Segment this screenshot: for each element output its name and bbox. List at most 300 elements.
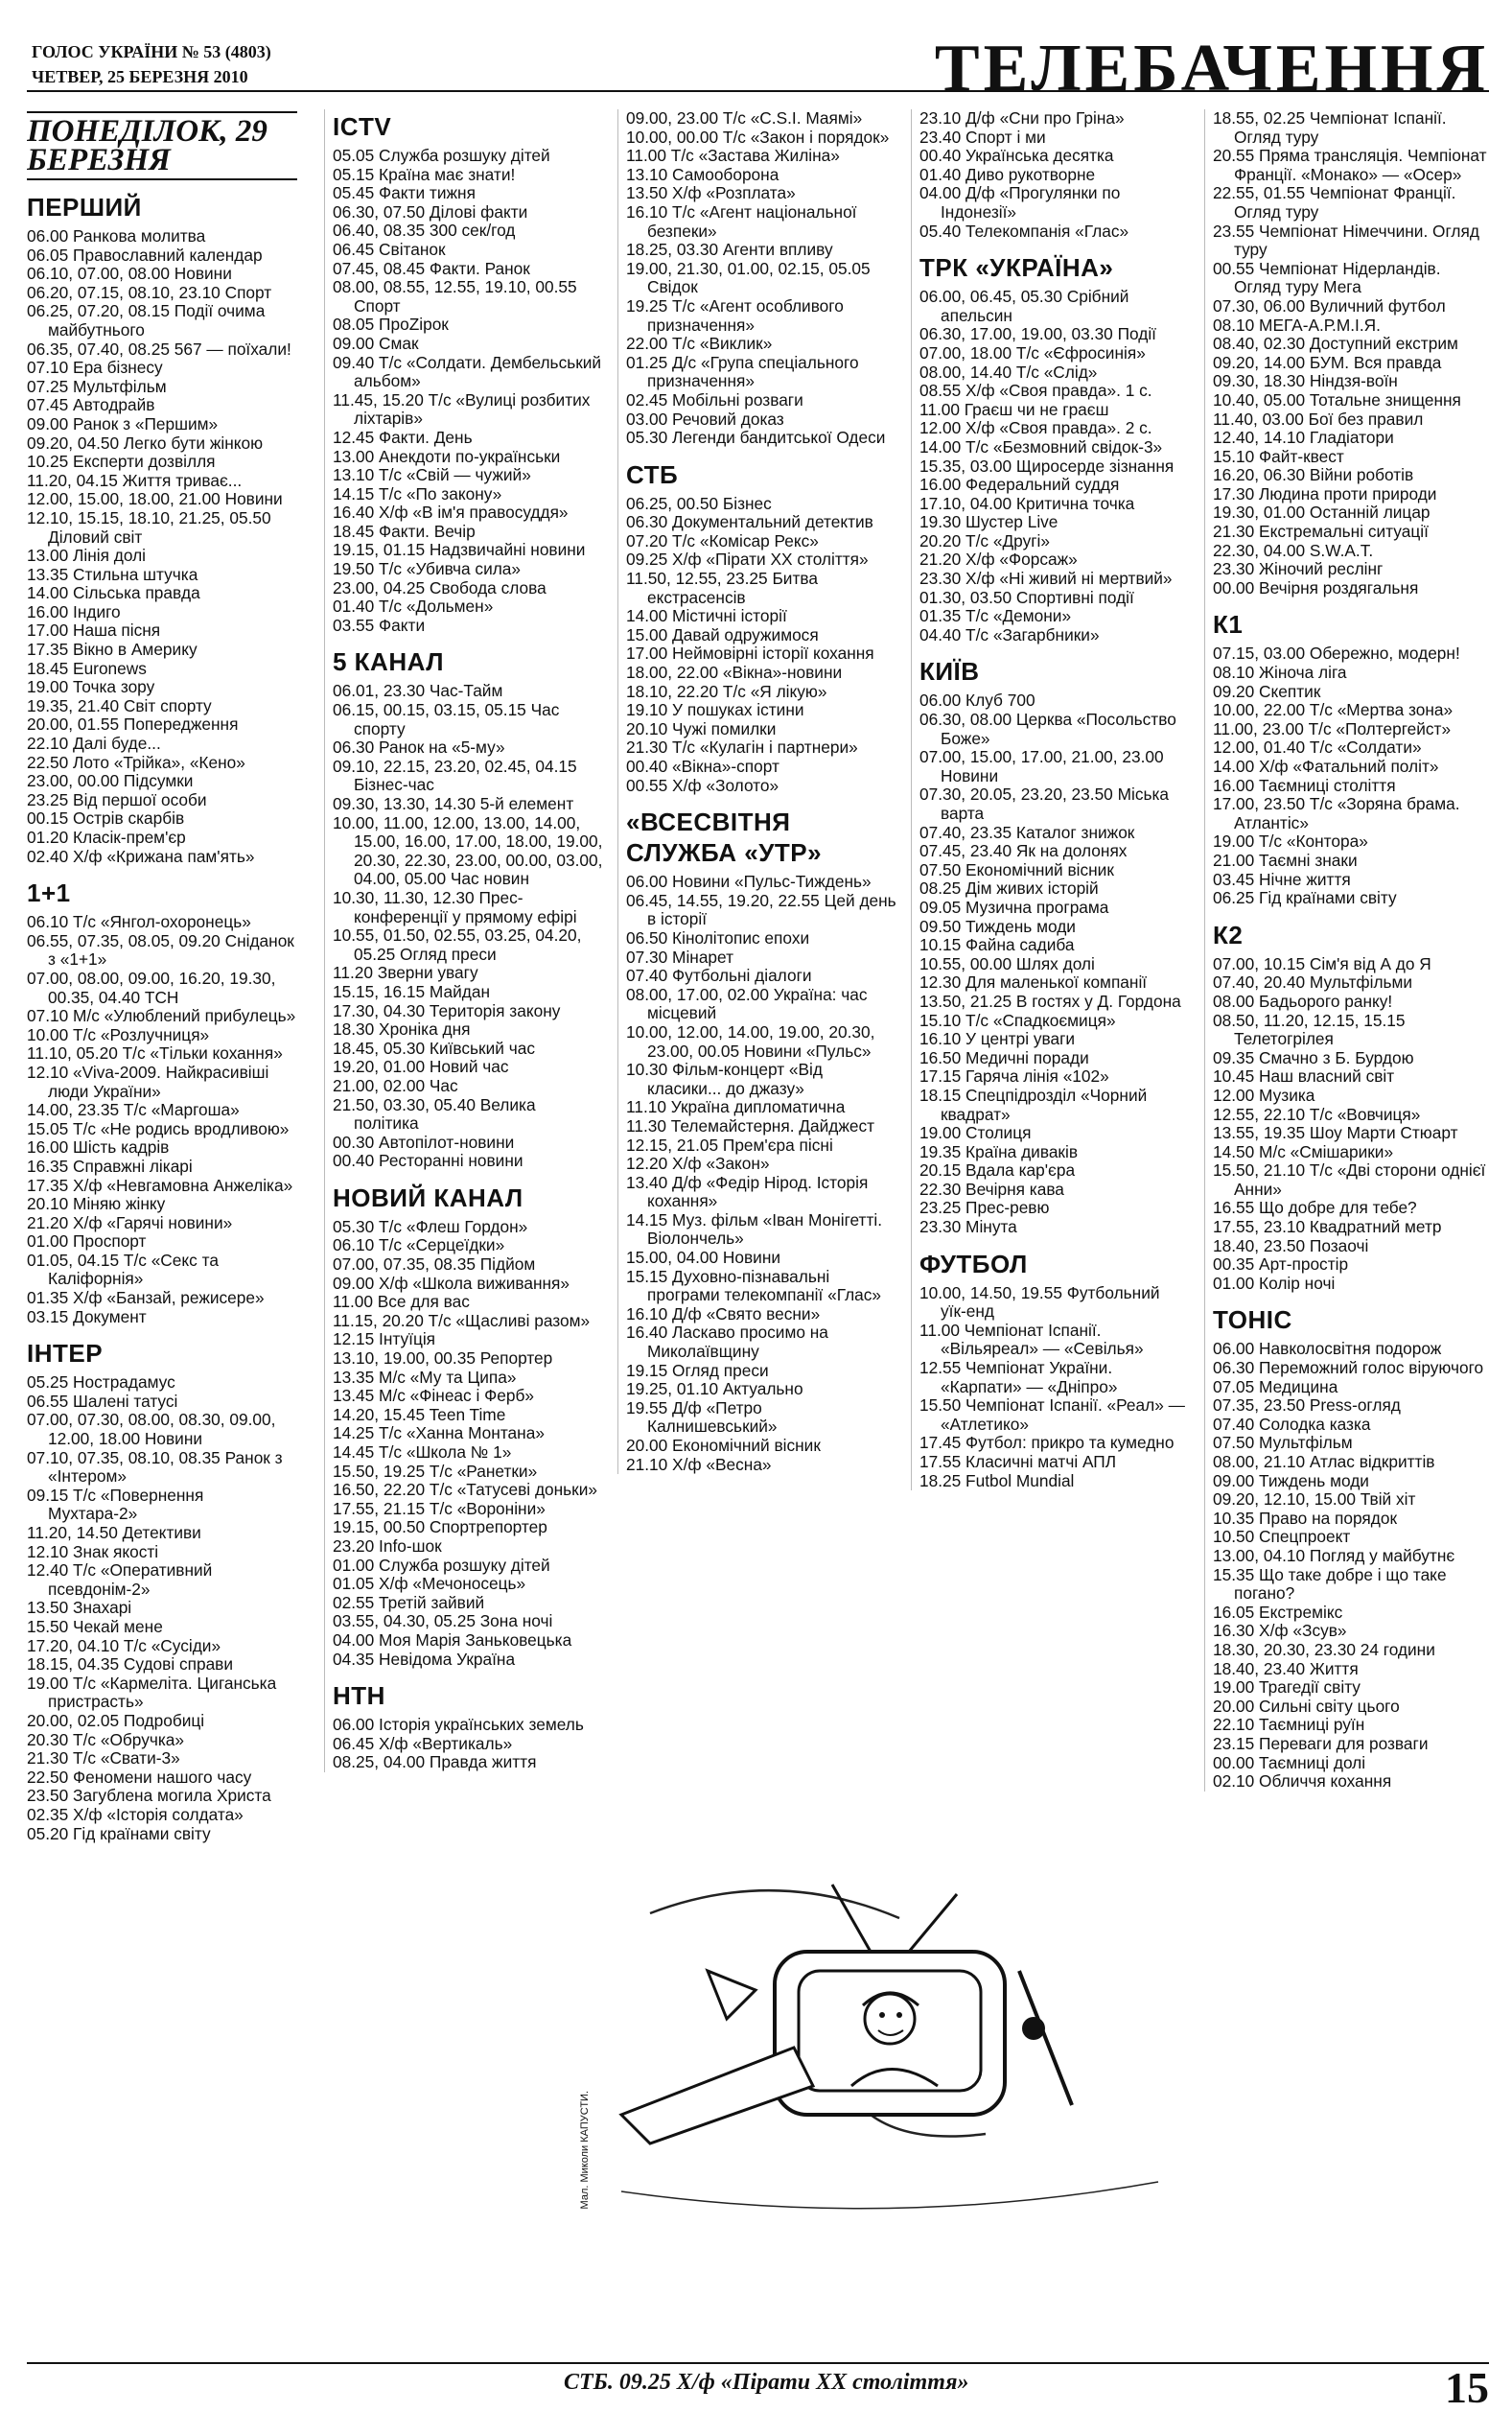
schedule-entry: 22.30 Вечірня кава <box>919 1179 1064 1199</box>
schedule-entry: 12.00 Музика <box>1213 1085 1315 1105</box>
schedule-entry: 18.30, 20.30, 23.30 24 години <box>1213 1639 1435 1659</box>
schedule-entry: 16.10 У центрі уваги <box>919 1029 1076 1049</box>
masthead <box>27 32 1489 105</box>
schedule-entry: 09.30, 18.30 Ніндзя-воїн <box>1213 371 1398 391</box>
schedule-entry: 12.20 Х/ф «Закон» <box>626 1154 770 1174</box>
schedule-entry: 14.00 Сільська правда <box>27 583 200 603</box>
schedule-entry: 06.10, 07.00, 08.00 Новини <box>27 264 232 284</box>
schedule-entry: 10.55, 00.00 Шлях долі <box>919 953 1095 973</box>
schedule-entry: 07.10, 07.35, 08.10, 08.35 Ранок з «Інтером» <box>27 1447 283 1487</box>
schedule-entry: 08.25 Дім живих історій <box>919 878 1099 899</box>
schedule-entry: 13.35 Стильна штучка <box>27 564 198 584</box>
schedule-entry: 07.45, 23.40 Як на долонях <box>919 841 1128 861</box>
schedule-entry: 09.00 Х/ф «Школа виживання» <box>333 1273 570 1293</box>
page-number: 15 <box>1445 2363 1489 2412</box>
schedule-entry: 05.20 Гід країнами світу <box>27 1823 211 1843</box>
schedule-entry: 15.00 Давай одружимося <box>626 624 819 644</box>
schedule-entry: 14.45 Т/с «Школа № 1» <box>333 1442 512 1462</box>
schedule-entry: 16.00 Шість кадрів <box>27 1137 170 1158</box>
schedule-entry: 14.50 М/с «Смішарики» <box>1213 1141 1394 1161</box>
schedule-entry: 21.00 Таємні знаки <box>1213 850 1358 870</box>
schedule-entry: 01.30, 03.50 Спортивні події <box>919 587 1134 607</box>
schedule-entry: 01.05, 04.15 Т/с «Секс та Каліфорнія» <box>27 1250 219 1289</box>
schedule-entry: 15.50 Чекай мене <box>27 1616 163 1636</box>
schedule-entry: 19.55 Д/ф «Петро Калнишевський» <box>626 1397 778 1437</box>
schedule-entry: 19.20, 01.00 Новий час <box>333 1057 509 1077</box>
schedule-entry: 08.00, 21.10 Атлас відкриттів <box>1213 1452 1435 1471</box>
schedule-entry: 19.00 Столиця <box>919 1123 1032 1143</box>
schedule-entry: 17.55 Класичні матчі АПЛ <box>919 1452 1117 1471</box>
schedule-entry: 19.35, 21.40 Світ спорту <box>27 695 212 715</box>
footer-promo: СТБ. 09.25 Х/ф «Пірати ХХ століття» <box>564 2370 969 2395</box>
column-1 <box>27 109 297 1843</box>
issue-date: ЧЕТВЕР, 25 БЕРЕЗНЯ 2010 <box>32 67 248 86</box>
schedule-entry: 06.10 Т/с «Янгол-охоронець» <box>27 912 251 932</box>
schedule-entry: 07.10 М/с «Улюблений прибулець» <box>27 1006 296 1026</box>
schedule-entry: 06.30 Ранок на «5-му» <box>333 738 505 758</box>
schedule-entry: 13.00, 04.10 Погляд у майбутнє <box>1213 1545 1455 1565</box>
schedule-entry: 20.55 Пряма трансляція. Чемпіонат Франції. «Монако» — «Осер» <box>1213 146 1487 184</box>
schedule-entry: 07.00, 07.30, 08.00, 08.30, 09.00, 12.00, 18.00 Новини <box>27 1410 276 1449</box>
schedule-entry: 23.25 Від першої особи <box>27 789 207 809</box>
schedule-entry: 09.05 Музична програма <box>919 897 1109 917</box>
schedule-entry: 08.55 Х/ф «Своя правда». 1 с. <box>919 381 1152 401</box>
schedule-entry: 18.30 Хроніка дня <box>333 1019 471 1040</box>
schedule-entry: 20.00, 02.05 Подробиці <box>27 1710 205 1730</box>
schedule-entry: 21.20 Х/ф «Форсаж» <box>919 550 1078 570</box>
schedule-entry: 09.20, 04.50 Легко бути жінкою <box>27 433 264 453</box>
schedule-entry: 05.40 Телекомпанія «Глас» <box>919 221 1129 241</box>
schedule-entry: 11.10, 05.20 Т/с «Тільки кохання» <box>27 1043 283 1064</box>
schedule-entry: 11.00 Чемпіонат Іспанії. «Вільяреал» — «Севілья» <box>919 1320 1144 1359</box>
schedule-entry: 14.00 Містичні історії <box>626 606 787 626</box>
schedule-entry: 00.40 Ресторанні новини <box>333 1151 523 1171</box>
schedule-entry: 10.30 Фільм-концерт «Від класики... до джазу» <box>626 1060 823 1098</box>
schedule-entry: 10.40, 05.00 Тотальне знищення <box>1213 389 1461 410</box>
schedule-entry: 04.35 Невідома Україна <box>333 1649 516 1669</box>
schedule-entry: 19.00 Точка зору <box>27 677 155 697</box>
schedule-entry: 10.00, 12.00, 14.00, 19.00, 20.30, 23.00, 00.05 Новини «Пульс» <box>626 1021 875 1061</box>
schedule-entry: 11.15, 20.20 Т/с «Щасливі разом» <box>333 1310 591 1330</box>
schedule-entry: 20.30 Т/с «Обручка» <box>27 1729 185 1749</box>
column-5 <box>1204 109 1491 1792</box>
schedule-entry: 14.15 Т/с «По закону» <box>333 483 502 504</box>
schedule-entry: 07.40, 20.40 Мультфільми <box>1213 972 1413 993</box>
schedule-entry: 19.00 Т/с «Контора» <box>1213 832 1368 852</box>
schedule-entry: 06.00 Історія українських земель <box>333 1715 584 1735</box>
schedule-entry: 21.00, 02.00 Час <box>333 1075 458 1095</box>
schedule-entry: 05.30 Т/с «Флеш Гордон» <box>333 1216 528 1236</box>
schedule-entry: 13.10, 19.00, 00.35 Репортер <box>333 1348 553 1369</box>
schedule-entry: 19.00 Трагедії світу <box>1213 1677 1361 1698</box>
schedule-entry: 08.40, 02.30 Доступний екстрим <box>1213 334 1458 354</box>
cartoon-caption: Мал. Миколи КАПУСТИ. <box>579 2091 591 2210</box>
schedule-entry: 06.30, 07.50 Ділові факти <box>333 201 528 222</box>
channel-heading: «ВСЕСВІТНЯ СЛУЖБА «УТР» <box>626 808 823 868</box>
schedule-entry: 07.00, 10.15 Сім'я від А до Я <box>1213 953 1431 973</box>
schedule-entry: 08.10 Жіноча ліга <box>1213 663 1347 683</box>
schedule-entry: 03.45 Нічне життя <box>1213 869 1351 889</box>
schedule-entry: 12.00, 01.40 Т/с «Солдати» <box>1213 738 1422 758</box>
schedule-entry: 23.10 Д/ф «Сни про Гріна» <box>919 109 1125 128</box>
schedule-entry: 13.45 М/с «Фінеас і Ферб» <box>333 1386 534 1406</box>
schedule-entry: 09.20, 14.00 БУМ. Вся правда <box>1213 352 1442 372</box>
column-blocks <box>27 192 297 1843</box>
section-title: ТЕЛЕБАЧЕННЯ <box>934 32 1489 105</box>
schedule-entry: 19.35 Країна диваків <box>919 1141 1079 1161</box>
schedule-entry: 10.00, 00.00 Т/с «Закон і порядок» <box>626 127 890 147</box>
schedule-entry: 07.00, 07.35, 08.35 Підйом <box>333 1254 536 1275</box>
schedule-entry: 07.35, 23.50 Press-огляд <box>1213 1395 1401 1416</box>
schedule-entry: 06.00 Ранкова молитва <box>27 226 206 246</box>
schedule-entry: 17.30, 04.30 Територія закону <box>333 1000 561 1020</box>
schedule-entry: 19.25 Т/с «Агент особливого призначення» <box>626 295 844 335</box>
schedule-entry: 17.20, 04.10 Т/с «Сусіди» <box>27 1635 221 1655</box>
schedule-entry: 16.10 Т/с «Агент національної безпеки» <box>626 201 857 241</box>
schedule-entry: 15.15, 16.15 Майдан <box>333 981 490 1001</box>
schedule-entry: 16.10 Д/ф «Свято весни» <box>626 1303 821 1323</box>
schedule-entry: 20.00, 01.55 Попередження <box>27 714 239 735</box>
schedule-entry: 06.30 Документальний детектив <box>626 512 873 532</box>
schedule-entry: 18.40, 23.40 Життя <box>1213 1658 1359 1678</box>
schedule-entry: 21.50, 03.30, 05.40 Велика політика <box>333 1094 536 1134</box>
channel-heading: КИЇВ <box>919 657 980 687</box>
schedule-entry: 06.30, 08.00 Церква «Посольство Боже» <box>919 710 1176 748</box>
schedule-entry: 10.45 Наш власний світ <box>1213 1066 1395 1087</box>
channel-heading: НОВИЙ КАНАЛ <box>333 1183 523 1212</box>
schedule-entry: 13.50, 21.25 В гостях у Д. Гордона <box>919 991 1181 1011</box>
schedule-entry: 11.40, 03.00 Бої без правил <box>1213 409 1424 429</box>
schedule-entry: 16.00 Індиго <box>27 601 121 621</box>
schedule-entry: 16.05 Екстремікс <box>1213 1602 1343 1622</box>
schedule-entry: 10.35 Право на порядок <box>1213 1508 1398 1528</box>
schedule-entry: 21.30 Т/с «Кулагін і партнери» <box>626 738 858 758</box>
schedule-entry: 13.10 Т/с «Свій — чужий» <box>333 465 531 485</box>
schedule-entry: 07.30, 20.05, 23.20, 23.50 Міська варта <box>919 785 1170 823</box>
schedule-entry: 19.15, 01.15 Надзвичайні новини <box>333 540 586 560</box>
schedule-entry: 23.25 Прес-ревю <box>919 1198 1050 1218</box>
schedule-entry: 13.35 М/с «Му та Ципа» <box>333 1367 517 1387</box>
schedule-entry: 09.00, 23.00 Т/с «C.S.I. Маямі» <box>626 109 863 128</box>
schedule-entry: 12.10 «Viva-2009. Найкрасивіші люди України» <box>27 1062 269 1101</box>
schedule-entry: 10.15 Файна садиба <box>919 935 1075 955</box>
schedule-entry: 12.00 Х/ф «Своя правда». 2 с. <box>919 418 1152 438</box>
schedule-entry: 06.00 Новини «Пульс-Тиждень» <box>626 872 872 892</box>
schedule-entry: 09.35 Смачно з Б. Бурдою <box>1213 1047 1414 1067</box>
channel-heading: ТОНІС <box>1213 1305 1292 1335</box>
schedule-entry: 17.55, 21.15 Т/с «Вороніни» <box>333 1498 546 1518</box>
schedule-entry: 06.40, 08.35 300 сек/год <box>333 221 516 241</box>
schedule-entry: 10.00, 11.00, 12.00, 13.00, 14.00, 15.00, 16.00, 17.00, 18.00, 19.00, 20.30, 22.30, 23.00, 00.00, 03.00, 04.00, 05.00 Час новин <box>333 812 603 889</box>
schedule-entry: 06.30, 17.00, 19.00, 03.30 Події <box>919 324 1156 344</box>
schedule-entry: 11.00 Граєш чи не граєш <box>919 399 1109 419</box>
schedule-entry: 08.00, 17.00, 02.00 Україна: час місцевий <box>626 984 868 1023</box>
schedule-entry: 10.30, 11.30, 12.30 Прес-конференції у прямому ефірі <box>333 887 577 926</box>
schedule-entry: 06.10 Т/с «Серцеїдки» <box>333 1235 505 1255</box>
schedule-entry: 19.50 Т/с «Убивча сила» <box>333 559 522 579</box>
schedule-entry: 18.15 Спецпідрозділ «Чорний квадрат» <box>919 1085 1148 1124</box>
schedule-entry: 13.00 Лінія долі <box>27 546 147 566</box>
channel-heading: СТБ <box>626 459 679 489</box>
schedule-entry: 07.15, 03.00 Обережно, модерн! <box>1213 644 1460 664</box>
schedule-entry: 15.35 Що таке добре і що таке погано? <box>1213 1564 1447 1604</box>
channel-heading: 1+1 <box>27 878 71 908</box>
schedule-entry: 11.45, 15.20 Т/с «Вулиці розбитих ліхтарів» <box>333 389 591 429</box>
schedule-entry: 16.50 Медичні поради <box>919 1047 1089 1067</box>
schedule-entry: 16.00 Таємниці століття <box>1213 775 1396 795</box>
schedule-entry: 14.20, 15.45 Teen Time <box>333 1404 506 1424</box>
schedule-entry: 11.50, 12.55, 23.25 Битва екстрасенсів <box>626 569 818 607</box>
schedule-entry: 18.10, 22.20 Т/с «Я лікую» <box>626 681 827 701</box>
schedule-entry: 15.10 Файт-квест <box>1213 446 1344 466</box>
schedule-entry: 18.45, 05.30 Київський час <box>333 1038 535 1058</box>
schedule-entry: 06.15, 00.15, 03.15, 05.15 Час спорту <box>333 700 560 738</box>
schedule-entry: 01.35 Х/ф «Банзай, режисере» <box>27 1288 265 1308</box>
schedule-entry: 05.25 Нострадамус <box>27 1372 175 1393</box>
schedule-entry: 10.00 Т/с «Розлучниця» <box>27 1024 210 1044</box>
schedule-entry: 02.35 Х/ф «Історія солдата» <box>27 1804 244 1824</box>
schedule-entry: 18.25, 03.30 Агенти впливу <box>626 240 833 260</box>
schedule-entry: 04.00 Моя Марія Заньковецька <box>333 1629 572 1650</box>
schedule-entry: 07.05 Медицина <box>1213 1376 1338 1396</box>
schedule-entry: 07.45 Автодрайв <box>27 395 155 415</box>
schedule-entry: 10.25 Експерти дозвілля <box>27 452 216 472</box>
schedule-entry: 07.00, 15.00, 17.00, 21.00, 23.00 Новини <box>919 747 1164 785</box>
schedule-entry: 10.55, 01.50, 02.55, 03.25, 04.20, 05.25 Огляд преси <box>333 925 582 964</box>
schedule-entry: 11.00 Т/с «Застава Жиліна» <box>626 146 840 166</box>
schedule-entry: 23.00, 00.00 Підсумки <box>27 771 194 791</box>
schedule-entry: 15.50, 19.25 Т/с «Ранетки» <box>333 1461 538 1481</box>
schedule-entry: 02.55 Третій зайвий <box>333 1592 485 1612</box>
schedule-entry: 09.30, 13.30, 14.30 5-й елемент <box>333 794 574 813</box>
schedule-entry: 10.50 Спецпроект <box>1213 1527 1351 1547</box>
schedule-entry: 06.30 Переможний голос віруючого <box>1213 1358 1484 1378</box>
channel-heading: ПЕРШИЙ <box>27 193 142 222</box>
issue-number: ГОЛОС УКРАЇНИ № 53 (4803) <box>32 42 271 61</box>
schedule-entry: 12.55 Чемпіонат України. «Карпати» — «Дніпро» <box>919 1358 1118 1396</box>
schedule-entry: 17.35 Х/ф «Невгамовна Анжеліка» <box>27 1175 293 1195</box>
schedule-entry: 07.20 Т/с «Комісар Рекс» <box>626 530 819 550</box>
channel-heading: НТН <box>333 1681 385 1711</box>
schedule-entry: 16.00 Федеральний суддя <box>919 475 1120 495</box>
schedule-entry: 19.30 Шустер Live <box>919 512 1058 532</box>
schedule-entry: 08.00, 08.55, 12.55, 19.10, 00.55 Спорт <box>333 277 577 316</box>
schedule-entry: 11.20, 04.15 Життя триває... <box>27 470 243 490</box>
schedule-entry: 12.10, 15.15, 18.10, 21.25, 05.50 Діловий світ <box>27 507 271 547</box>
schedule-entry: 18.15, 04.35 Судові справи <box>27 1654 234 1675</box>
schedule-entry: 01.40 Диво рукотворне <box>919 164 1096 184</box>
schedule-entry: 15.50 Чемпіонат Іспанії. «Реал» — «Атлетико» <box>919 1395 1185 1434</box>
schedule-entry: 18.00, 22.00 «Вікна»-новини <box>626 663 843 683</box>
column-2 <box>324 109 603 1772</box>
schedule-entry: 15.05 Т/с «Не родись вродливою» <box>27 1118 290 1138</box>
schedule-entry: 17.00, 23.50 Т/с «Зоряна брама. Атлантіс» <box>1213 794 1460 832</box>
schedule-entry: 20.00 Сильні світу цього <box>1213 1696 1400 1716</box>
schedule-entry: 01.35 Т/с «Демони» <box>919 606 1072 626</box>
schedule-entry: 08.05 ПроZірок <box>333 315 449 335</box>
schedule-entry: 22.50 Лото «Трійка», «Кено» <box>27 752 245 772</box>
schedule-entry: 15.15 Духовно-пізнавальні програми телекомпанії «Глас» <box>626 1266 882 1305</box>
schedule-entry: 07.45, 08.45 Факти. Ранок <box>333 258 530 278</box>
schedule-entry: 00.15 Острів скарбів <box>27 808 185 829</box>
schedule-entry: 01.00 Проспорт <box>27 1231 147 1252</box>
schedule-entry: 19.25, 01.10 Актуально <box>626 1379 803 1399</box>
schedule-entry: 20.15 Вдала кар'єра <box>919 1160 1076 1181</box>
schedule-entry: 16.40 Х/ф «В ім'я правосуддя» <box>333 503 569 523</box>
schedule-entry: 19.00, 21.30, 01.00, 02.15, 05.05 Свідок <box>626 258 871 297</box>
column-blocks <box>626 109 896 1474</box>
schedule-entry: 22.00 Т/с «Виклик» <box>626 334 773 354</box>
schedule-entry: 00.00 Вечірня роздягальня <box>1213 577 1419 597</box>
masthead-rule <box>27 90 1489 92</box>
schedule-entry: 05.30 Легенди бандитської Одеси <box>626 428 886 448</box>
schedule-entry: 22.10 Далі буде... <box>27 734 161 754</box>
schedule-entry: 06.55, 07.35, 08.05, 09.20 Сніданок з «1+1» <box>27 930 294 970</box>
channel-heading: ІНТЕР <box>27 1339 104 1369</box>
schedule-entry: 20.10 Чужі помилки <box>626 718 777 738</box>
schedule-entry: 06.25 Гід країнами світу <box>1213 888 1397 908</box>
schedule-entry: 07.40, 23.35 Каталог знижок <box>919 822 1135 842</box>
schedule-entry: 12.10 Знак якості <box>27 1541 159 1561</box>
schedule-entry: 23.30 Х/ф «Ні живий ні мертвий» <box>919 569 1173 589</box>
schedule-entry: 10.00, 22.00 Т/с «Мертва зона» <box>1213 700 1454 720</box>
schedule-entry: 13.00 Анекдоти по-українськи <box>333 446 561 466</box>
schedule-entry: 19.00 Т/с «Кармеліта. Циганська пристрасть» <box>27 1673 277 1712</box>
schedule-entry: 07.25 Мультфільм <box>27 376 167 396</box>
schedule-entry: 14.00, 23.35 Т/с «Маргоша» <box>27 1100 240 1120</box>
schedule-entry: 12.15 Інтуїція <box>333 1329 436 1349</box>
schedule-entry: 09.00 Тиждень моди <box>1213 1470 1369 1490</box>
schedule-entry: 07.30 Мінарет <box>626 947 733 967</box>
schedule-entry: 23.15 Переваги для розваги <box>1213 1733 1429 1753</box>
schedule-entry: 08.50, 11.20, 12.15, 15.15 Телетогрілея <box>1213 1010 1406 1049</box>
schedule-entry: 16.30 Х/ф «Зсув» <box>1213 1621 1347 1641</box>
schedule-entry: 18.25 Futbol Mundial <box>919 1470 1075 1490</box>
schedule-entry: 21.30 Екстремальні ситуації <box>1213 522 1429 542</box>
day-heading: ПОНЕДІЛОК, 29 БЕРЕЗНЯ <box>27 111 297 180</box>
channel-heading: ФУТБОЛ <box>919 1249 1028 1278</box>
schedule-entry: 22.50 Феномени нашого часу <box>27 1767 252 1787</box>
column-blocks <box>1213 109 1491 1792</box>
schedule-entry: 03.55, 04.30, 05.25 Зона ночі <box>333 1611 553 1631</box>
channel-heading: 5 КАНАЛ <box>333 647 444 677</box>
schedule-entry: 12.15, 21.05 Прем'єра пісні <box>626 1135 833 1155</box>
schedule-entry: 01.25 Д/с «Група спеціального призначення» <box>626 352 859 391</box>
column-3 <box>617 109 896 1474</box>
schedule-entry: 06.05 Православний календар <box>27 245 263 265</box>
schedule-entry: 07.10 Ера бізнесу <box>27 358 163 378</box>
schedule-entry: 15.50, 21.10 Т/с «Дві сторони однієї Анни» <box>1213 1160 1486 1199</box>
schedule-entry: 21.10 Х/ф «Весна» <box>626 1454 772 1474</box>
schedule-entry: 17.15 Гаряча лінія «102» <box>919 1066 1109 1087</box>
schedule-entry: 06.45 Х/ф «Вертикаль» <box>333 1733 513 1753</box>
schedule-entry: 17.00 Наша пісня <box>27 621 161 641</box>
schedule-entry: 16.35 Справжні лікарі <box>27 1156 193 1176</box>
schedule-entry: 20.10 Міняю жінку <box>27 1194 166 1214</box>
column-4 <box>911 109 1190 1490</box>
schedule-entry: 17.45 Футбол: прикро та кумедно <box>919 1433 1175 1453</box>
schedule-entry: 21.30 Т/с «Свати-3» <box>27 1748 180 1768</box>
schedule-entry: 14.15 Муз. фільм «Іван Монігетті. Віолончель» <box>626 1209 882 1249</box>
schedule-entry: 06.00 Клуб 700 <box>919 691 1035 711</box>
schedule-entry: 17.00 Неймовірні історії кохання <box>626 644 874 664</box>
schedule-entry: 20.20 Т/с «Другі» <box>919 530 1050 550</box>
schedule-entry: 16.55 Що добре для тебе? <box>1213 1198 1417 1218</box>
schedule-entry: 10.00, 14.50, 19.55 Футбольний уїк-енд <box>919 1282 1160 1322</box>
schedule-entry: 12.40, 14.10 Гладіатори <box>1213 428 1394 448</box>
schedule-entry: 04.40 Т/с «Загарбники» <box>919 624 1100 644</box>
schedule-entry: 09.20, 12.10, 15.00 Твій хіт <box>1213 1489 1416 1510</box>
schedule-entry: 14.00 Х/ф «Фатальний політ» <box>1213 757 1439 776</box>
schedule-entry: 02.45 Мобільні розваги <box>626 389 803 410</box>
schedule-entry: 01.00 Служба розшуку дітей <box>333 1555 550 1575</box>
schedule-entry: 07.40 Футбольні діалоги <box>626 966 812 986</box>
schedule-entry: 01.00 Колір ночі <box>1213 1273 1336 1293</box>
page-footer <box>27 2362 1489 2412</box>
schedule-entry: 13.50 Х/ф «Розплата» <box>626 183 796 203</box>
schedule-entry: 20.00 Економічний вісник <box>626 1436 821 1455</box>
column-blocks <box>919 109 1190 1490</box>
schedule-entry: 09.15 Т/с «Повернення Мухтара-2» <box>27 1485 204 1524</box>
schedule-entry: 06.50 Кінолітопис епохи <box>626 927 810 948</box>
schedule-entry: 09.00 Смак <box>333 333 419 353</box>
schedule-entry: 00.40 «Вікна»-спорт <box>626 757 779 776</box>
issue-info <box>32 39 271 89</box>
schedule-entry: 00.35 Арт-простір <box>1213 1254 1349 1275</box>
schedule-entry: 06.45, 14.55, 19.20, 22.55 Цей день в історії <box>626 890 896 929</box>
schedule-entry: 12.00, 15.00, 18.00, 21.00 Новини <box>27 489 283 509</box>
schedule-entry: 05.45 Факти тижня <box>333 183 476 203</box>
schedule-entry: 12.55, 22.10 Т/с «Вовчиця» <box>1213 1104 1421 1124</box>
schedule-entry: 22.10 Таємниці руїн <box>1213 1715 1365 1735</box>
schedule-entry: 08.00, 14.40 Т/с «Слід» <box>919 362 1098 382</box>
schedule-entry: 13.55, 19.35 Шоу Марти Стюарт <box>1213 1123 1458 1143</box>
schedule-entry: 09.00 Ранок з «Першим» <box>27 413 219 433</box>
schedule-entry: 19.10 У пошуках істини <box>626 700 804 720</box>
schedule-entry: 00.40 Українська десятка <box>919 146 1114 166</box>
schedule-entry: 17.10, 04.00 Критична точка <box>919 493 1135 513</box>
cartoon-illustration <box>583 1827 1197 2254</box>
schedule-entry: 05.15 Країна має знати! <box>333 164 516 184</box>
schedule-entry: 09.10, 22.15, 23.20, 02.45, 04.15 Бізнес-час <box>333 756 577 795</box>
schedule-entry: 02.10 Обличчя кохання <box>1213 1771 1392 1792</box>
schedule-entry: 23.40 Спорт і ми <box>919 127 1046 147</box>
schedule-entry: 23.20 Info-шок <box>333 1535 442 1556</box>
column-blocks <box>333 111 603 1772</box>
schedule-entry: 07.00, 08.00, 09.00, 16.20, 19.30, 00.35, 04.40 ТСН <box>27 968 276 1007</box>
schedule-entry: 07.40 Солодка казка <box>1213 1414 1371 1434</box>
schedule-entry: 06.45 Світанок <box>333 239 446 259</box>
schedule-entry: 22.30, 04.00 S.W.A.T. <box>1213 540 1374 560</box>
schedule-entry: 03.15 Документ <box>27 1306 147 1326</box>
tv-airplane-drawing <box>583 1827 1197 2254</box>
schedule-entry: 22.55, 01.55 Чемпіонат Франції. Огляд туру <box>1213 183 1456 222</box>
schedule-entry: 06.20, 07.15, 08.10, 23.10 Спорт <box>27 282 272 302</box>
footer-rule <box>27 2362 1489 2364</box>
schedule-entry: 23.30 Жіночий реслінг <box>1213 559 1384 579</box>
schedule-entry: 11.20 Зверни увагу <box>333 963 478 983</box>
schedule-entry: 07.50 Економічний вісник <box>919 859 1114 879</box>
schedule-entry: 02.40 Х/ф «Крижана пам'ять» <box>27 846 255 866</box>
schedule-entry: 23.00, 04.25 Свобода слова <box>333 577 547 597</box>
schedule-entry: 01.05 Х/ф «Мечоносець» <box>333 1574 526 1594</box>
schedule-entry: 14.00 Т/с «Безмовний свідок-3» <box>919 436 1163 457</box>
schedule-entry: 15.35, 03.00 Щиросерде зізнання <box>919 456 1175 476</box>
schedule-entry: 11.10 Україна дипломатична <box>626 1097 846 1117</box>
schedule-entry: 08.10 МЕГА-А.Р.М.І.Я. <box>1213 315 1381 335</box>
schedule-entry: 03.55 Факти <box>333 615 426 635</box>
schedule-entry: 00.55 Х/ф «Золото» <box>626 775 779 795</box>
